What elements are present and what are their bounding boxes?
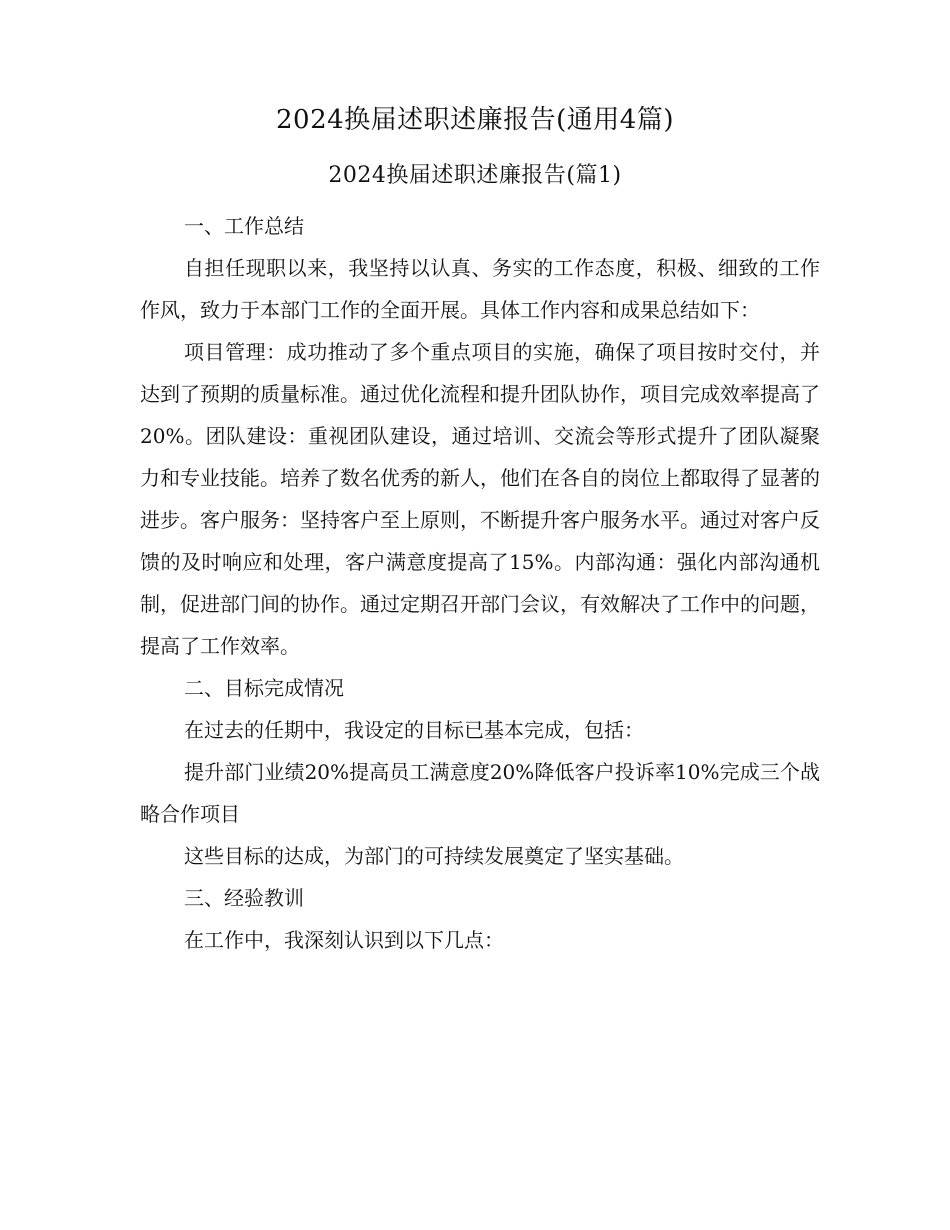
section-heading-work-summary: 一、工作总结 <box>184 214 304 238</box>
section-heading-lessons: 三、经验教训 <box>184 886 304 910</box>
paragraph-intro: 自担任现职以来，我坚持以认真、务实的工作态度，积极、细致的工作作风，致力于本部门工作的全面开展。具体工作内容和成果总结如下： <box>140 256 820 322</box>
document-body <box>140 205 820 961</box>
paragraph-goals-list: 提升部门业绩20%提高员工满意度20%降低客户投诉率10%完成三个战略合作项目 <box>140 760 820 826</box>
document-subtitle: 2024换届述职述廉报告(篇1) <box>328 163 622 188</box>
paragraph-work-details: 项目管理：成功推动了多个重点项目的实施，确保了项目按时交付，并达到了预期的质量标准。通过优化流程和提升团队协作，项目完成效率提高了20%。团队建设：重视团队建设，通过培训、交流会等形式提升了团队凝聚力和专业技能。培养了数名优秀的新人，他们在各自的岗位上都取得了显著的进步。客户服务：坚持客户至上原则，不断提升客户服务水平。通过对客户反馈的及时响应和处理，客户满意度提高了15%。内部沟通：强化内部沟通机制，促进部门间的协作。通过定期召开部门会议，有效解决了工作中的问题，提高了工作效率。 <box>140 340 820 658</box>
paragraph-lessons-intro: 在工作中，我深刻认识到以下几点： <box>184 928 504 952</box>
paragraph-goals-intro: 在过去的任期中，我设定的目标已基本完成，包括： <box>184 718 644 742</box>
document-title: 2024换届述职述廉报告(通用4篇) <box>276 105 674 135</box>
paragraph-goals-result: 这些目标的达成，为部门的可持续发展奠定了坚实基础。 <box>184 844 684 868</box>
section-heading-goals: 二、目标完成情况 <box>184 676 344 700</box>
